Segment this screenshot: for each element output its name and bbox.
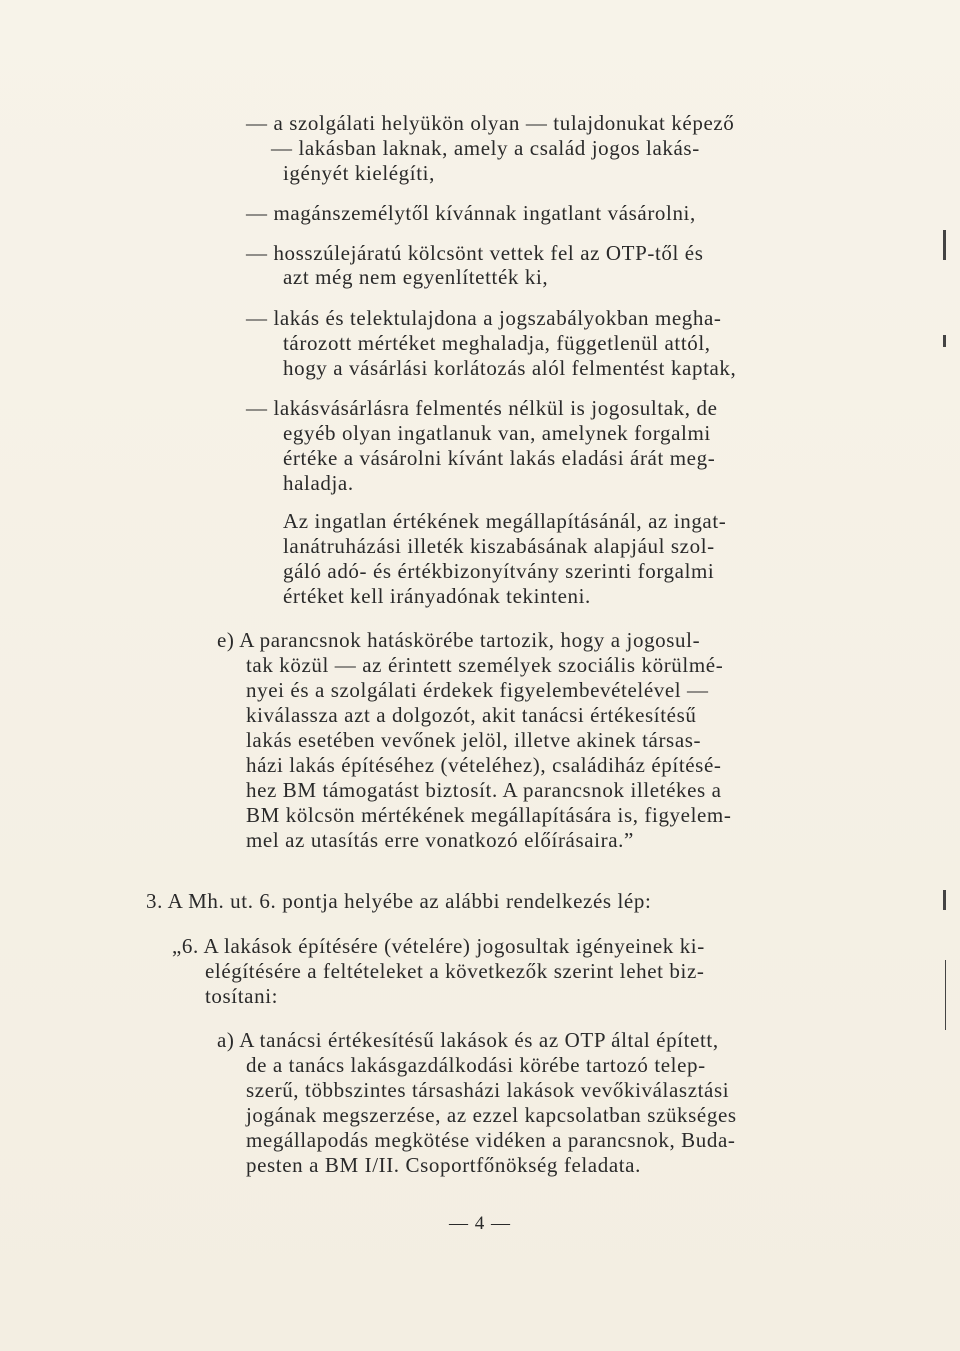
text-line: tározott mértéket meghaladja, függetlenül attól, (283, 331, 711, 355)
page-number: — 4 — (449, 1213, 511, 1234)
text-line: kiválassza azt a dolgozót, akit tanácsi értékesítésű (246, 703, 697, 727)
text-line: jogának megszerzése, az ezzel kapcsolatban szükséges (246, 1103, 737, 1127)
text-line: gáló adó- és értékbizonyítvány szerinti forgalmi (283, 559, 715, 583)
text-line: lakás esetében vevőnek jelöl, illetve akinek társas- (246, 728, 702, 752)
scan-edge-mark (943, 230, 946, 260)
text-line: házi lakás építéséhez (vételéhez), családiház építésé- (246, 753, 722, 777)
scan-edge-mark (943, 890, 946, 910)
text-line: e) A parancsnok hatáskörébe tartozik, hogy a jogosul- (217, 628, 701, 652)
text-line: 3. A Mh. ut. 6. pontja helyébe az alábbi rendelkezés lép: (146, 889, 652, 913)
text-line: — hosszúlejáratú kölcsönt vettek fel az OTP-től és (246, 241, 704, 265)
text-line: tosítani: (205, 984, 279, 1008)
text-line: Az ingatlan értékének megállapításánál, az ingat- (283, 509, 727, 533)
text-line: — lakás és telektulajdona a jogszabályokban megha- (246, 306, 722, 330)
text-line: elégítésére a feltételeket a következők szerint lehet biz- (205, 959, 705, 983)
text-line: de a tanács lakásgazdálkodási körébe tartozó telep- (246, 1053, 706, 1077)
text-line: értéket kell irányadónak tekinteni. (283, 584, 591, 608)
text-line: azt még nem egyenlítették ki, (283, 265, 549, 289)
text-line: mel az utasítás erre vonatkozó előírásaira.” (246, 828, 634, 852)
text-line: igényét kielégíti, (283, 161, 435, 185)
text-line: — magánszemélytől kívánnak ingatlant vásárolni, (246, 201, 696, 225)
text-line: hez BM támogatást biztosít. A parancsnok illetékes a (246, 778, 722, 802)
text-line: haladja. (283, 471, 354, 495)
text-line: „6. A lakások építésére (vételére) jogosultak igényeinek ki- (172, 934, 705, 958)
text-line: tak közül — az érintett személyek szociális körülmé- (246, 653, 724, 677)
scan-edge-mark (945, 960, 946, 1030)
text-line: értéke a vásárolni kívánt lakás eladási árát meg- (283, 446, 716, 470)
text-line: a) A tanácsi értékesítésű lakások és az OTP által épített, (217, 1028, 719, 1052)
text-line: — lakásvásárlásra felmentés nélkül is jogosultak, de (246, 396, 718, 420)
text-line: BM kölcsön mértékének megállapítására is, figyelem- (246, 803, 732, 827)
text-line: hogy a vásárlási korlátozás alól felmentést kaptak, (283, 356, 737, 380)
text-line: egyéb olyan ingatlanuk van, amelynek forgalmi (283, 421, 711, 445)
text-line: szerű, többszintes társasházi lakások vevőkiválasztási (246, 1078, 730, 1102)
text-line: lanátruházási illeték kiszabásának alapjául szol- (283, 534, 715, 558)
text-line: nyei és a szolgálati érdekek figyelembevételével — (246, 678, 709, 702)
scan-edge-mark (943, 335, 946, 347)
text-line: megállapodás megkötése vidéken a parancsnok, Buda- (246, 1128, 736, 1152)
text-line: — lakásban laknak, amely a család jogos lakás- (271, 136, 700, 160)
text-line: pesten a BM I/II. Csoportfőnökség feladata. (246, 1153, 641, 1177)
text-line: — a szolgálati helyükön olyan — tulajdonukat képező (246, 111, 735, 135)
